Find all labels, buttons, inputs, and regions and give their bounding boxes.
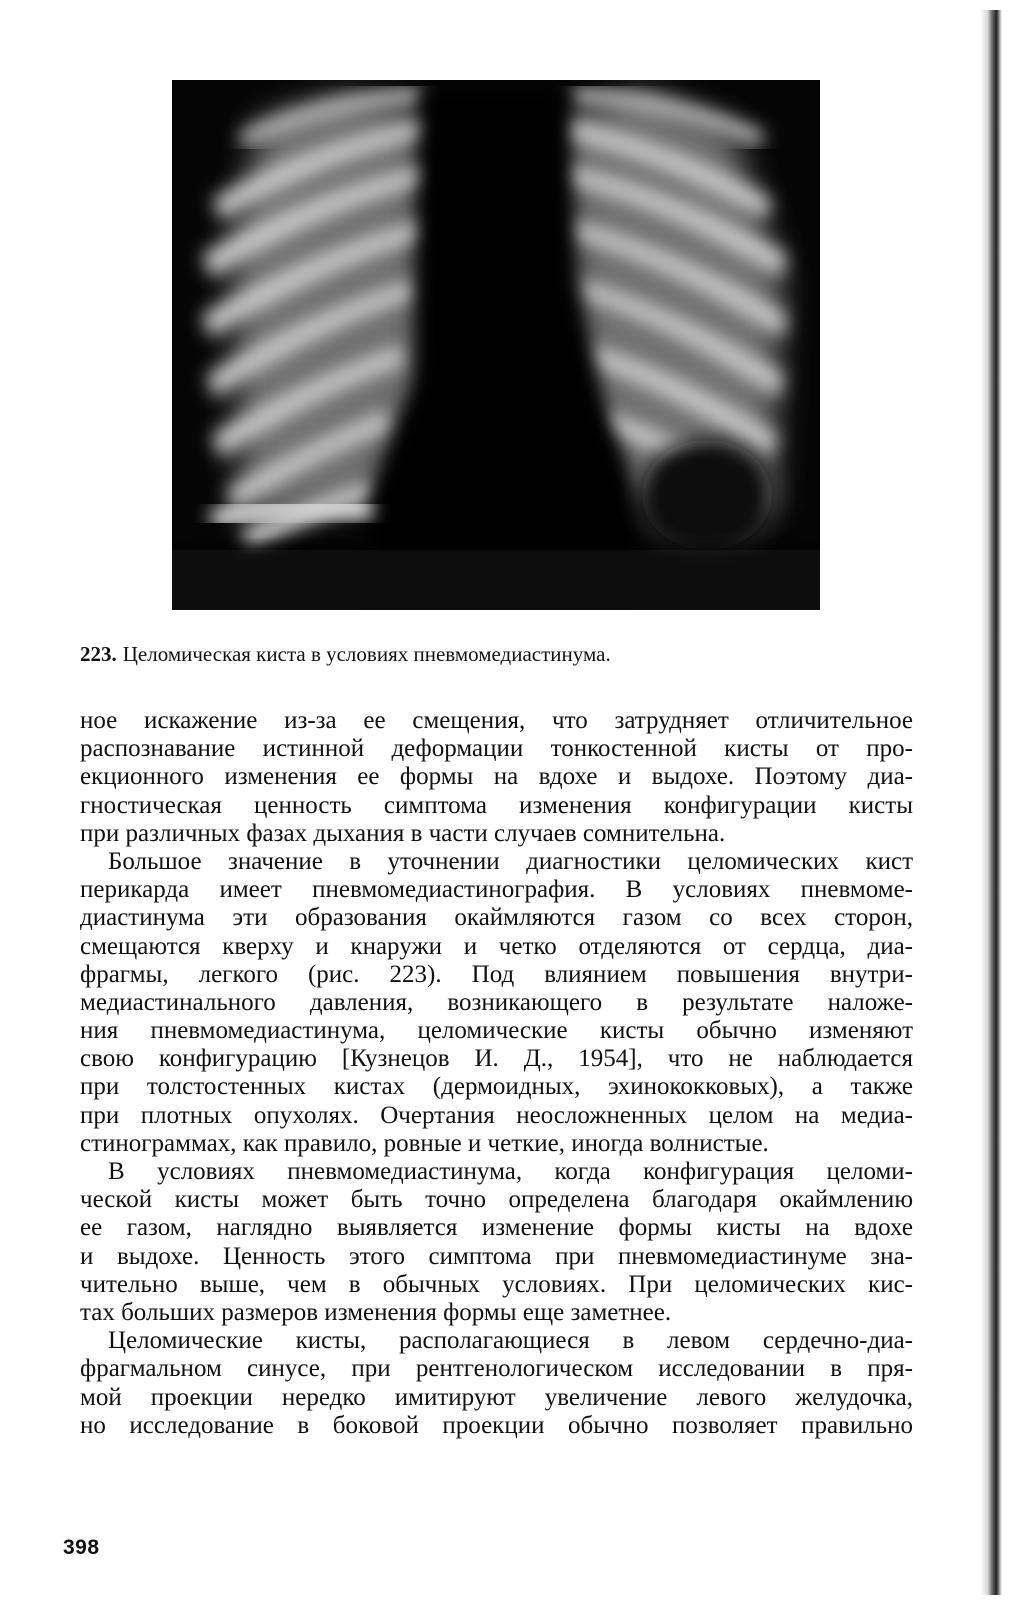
- text-line: екционного изменения ее формы на вдохе и выдохе. Поэтому диа-: [80, 763, 913, 791]
- text-line: мой проекции нередко имитируют увеличение левого желудочка,: [80, 1383, 913, 1411]
- figure-number: 223.: [80, 642, 117, 666]
- text-line: смещаются кверху и кнаружи и четко отделяются от сердца, диа-: [80, 932, 913, 960]
- text-line: тах больших размеров изменения формы еще заметнее.: [80, 1298, 672, 1326]
- text-line: гностическая ценность симптома изменения конфигурации кисты: [80, 791, 913, 819]
- text-line: при толстостенных кистах (дермоидных, эхинококковых), а также: [80, 1073, 913, 1101]
- text-line: при различных фазах дыхания в части случаев сомнительна.: [80, 819, 726, 847]
- figure-caption: [80, 641, 960, 667]
- text-line: но исследование в боковой проекции обычно позволяет правильно: [80, 1411, 913, 1439]
- chest-xray-image: [172, 80, 820, 610]
- figure-caption-text: Целомическая киста в условиях пневмомедиастинума.: [122, 642, 611, 666]
- text-line: Целомические кисты, располагающиеся в левом сердечно-диа-: [108, 1327, 913, 1355]
- text-line: ния пневмомедиастинума, целомические кисты обычно изменяют: [80, 1017, 913, 1045]
- page-number: 398: [63, 1536, 100, 1559]
- text-line: Большое значение в уточнении диагностики целомических кист: [108, 847, 913, 875]
- text-line: диастинума эти образования окаймляются газом со всех сторон,: [80, 904, 913, 932]
- text-line: при плотных опухолях. Очертания неосложненных целом на медиа-: [80, 1101, 913, 1129]
- text-line: ческой кисты может быть точно определена благодаря окаймлению: [80, 1186, 913, 1214]
- text-line: и выдохе. Ценность этого симптома при пневмомедиастинуме зна-: [80, 1242, 913, 1270]
- text-line: медиастинального давления, возникающего в результате наложе-: [80, 988, 913, 1016]
- text-line: фрагмальном синусе, при рентгенологическом исследовании в пря-: [80, 1355, 913, 1383]
- text-line: свою конфигурацию [Кузнецов И. Д., 1954], что не наблюдается: [80, 1045, 913, 1073]
- text-line: В условиях пневмомедиастинума, когда конфигурация целоми-: [108, 1158, 913, 1185]
- text-line: фрагмы, легкого (рис. 223). Под влиянием повышения внутри-: [80, 960, 913, 988]
- text-line: ее газом, наглядно выявляется изменение формы кисты на вдохе: [80, 1214, 913, 1242]
- text-line: ное искажение из-за ее смещения, что затрудняет отличительное: [80, 707, 913, 734]
- body-text: [80, 707, 913, 1440]
- text-line: чительно выше, чем в обычных условиях. При целомических кис-: [80, 1270, 913, 1298]
- page-edge-shadow: [980, 10, 1002, 1595]
- text-line: распознавание истинной деформации тонкостенной кисты от про-: [80, 735, 913, 763]
- text-line: перикарда имеет пневмомедиастинография. В условиях пневмоме-: [80, 876, 913, 904]
- text-line: стинограммах, как правило, ровные и четкие, иногда волнистые.: [80, 1129, 769, 1157]
